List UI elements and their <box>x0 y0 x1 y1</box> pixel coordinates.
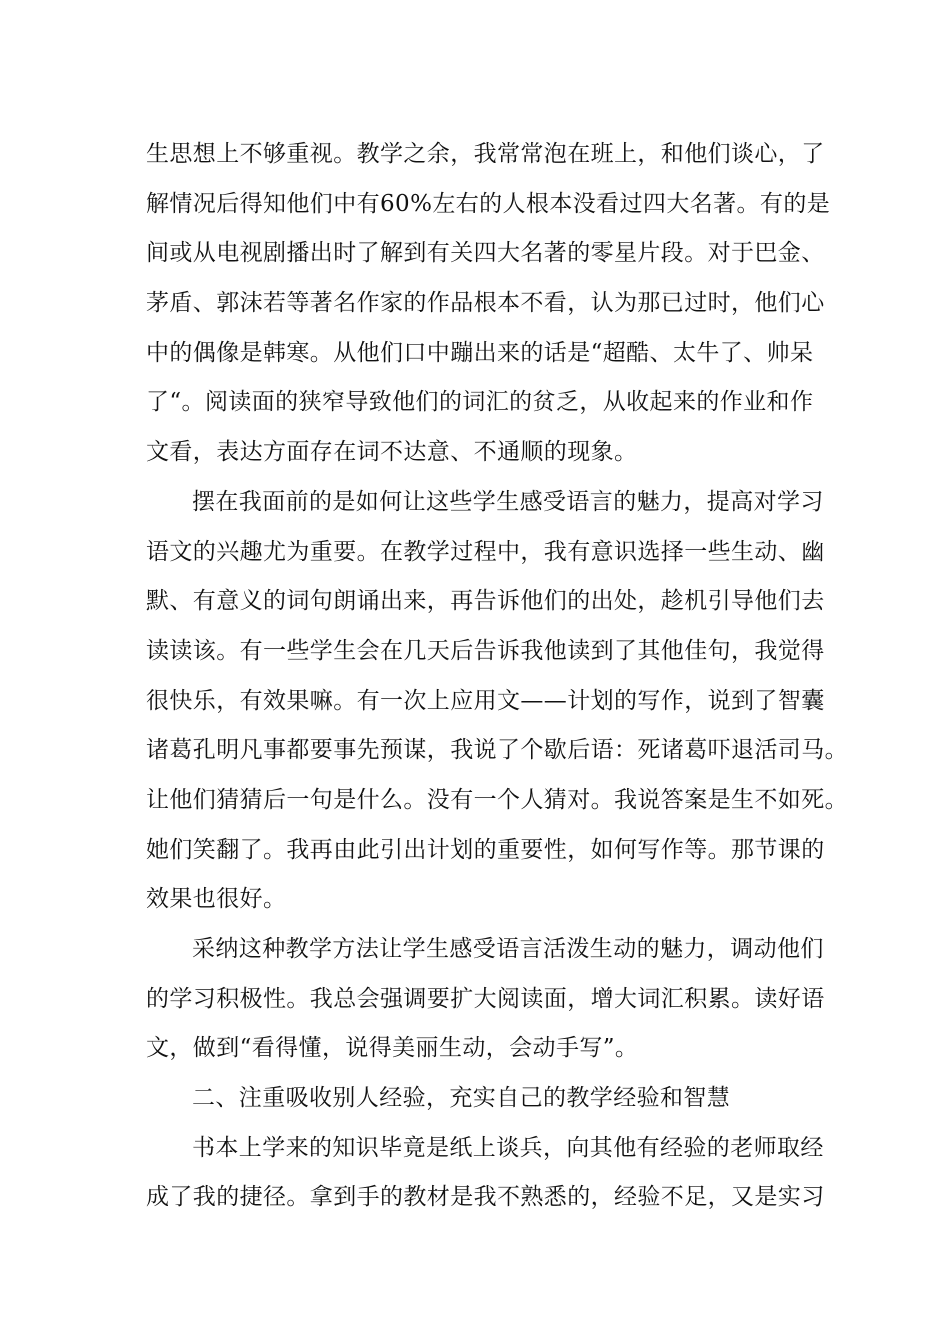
text-line-5: 中的偶像是韩寒。从他们口中蹦出来的话是“超酷、太牛了、帅呆 <box>146 339 814 366</box>
text-line-9: 语文的兴趣尤为重要。在教学过程中，我有意识选择一些生动、幽 <box>146 538 825 565</box>
text-line-10: 默、有意义的词句朗诵出来，再告诉他们的出处，趁机引导他们去 <box>146 588 825 615</box>
text-line-12: 很快乐，有效果嘛。有一次上应用文——计划的写作，说到了智囊 <box>146 687 825 714</box>
text-line-1: 生思想上不够重视。教学之余，我常常泡在班上，和他们谈心，了 <box>146 141 825 167</box>
paragraph-start-line-8: 摆在我面前的是如何让这些学生感受语言的魅力，提高对学习 <box>192 488 824 515</box>
text-line-7: 文看，表达方面存在词不达意、不通顺的现象。 <box>146 439 638 466</box>
text-line-11: 读读该。有一些学生会在几天后告诉我他读到了其他佳句，我觉得 <box>146 637 825 664</box>
text-line-4: 茅盾、郭沫若等著名作家的作品根本不看，认为那已过时，他们心 <box>146 290 825 317</box>
text-line-2: 解情况后得知他们中有60%左右的人根本没看过四大名著。有的是 <box>146 190 831 217</box>
text-line-22: 成了我的捷径。拿到手的教材是我不熟悉的，经验不足，又是实习 <box>146 1184 825 1211</box>
text-line-14: 让他们猜猜后一句是什么。没有一个人猜对。我说答案是生不如死。 <box>146 786 848 813</box>
document-body <box>146 130 848 1223</box>
section-heading: 二、注重吸收别人经验，充实自己的教学经验和智慧 <box>192 1085 731 1112</box>
text-line-3: 间或从电视剧播出时了解到有关四大名著的零星片段。对于巴金、 <box>146 240 825 267</box>
text-line-13: 诸葛孔明凡事都要事先预谋，我说了个歇后语：死诸葛吓退活司马。 <box>146 737 848 764</box>
paragraph-start-line-17: 采纳这种教学方法让学生感受语言活泼生动的魅力，调动他们 <box>192 936 824 962</box>
text-line-19: 文，做到“看得懂，说得美丽生动，会动手写”。 <box>146 1035 639 1062</box>
text-line-18: 的学习积极性。我总会强调要扩大阅读面，增大词汇积累。读好语 <box>146 985 825 1012</box>
text-line-6: 了“。阅读面的狭窄导致他们的词汇的贫乏，从收起来的作业和作 <box>146 389 814 416</box>
text-line-16: 效果也很好。 <box>146 886 287 913</box>
paragraph-start-line-21: 书本上学来的知识毕竟是纸上谈兵，向其他有经验的老师取经 <box>192 1134 824 1161</box>
text-line-15: 她们笑翻了。我再由此引出计划的重要性，如何写作等。那节课的 <box>146 836 825 863</box>
